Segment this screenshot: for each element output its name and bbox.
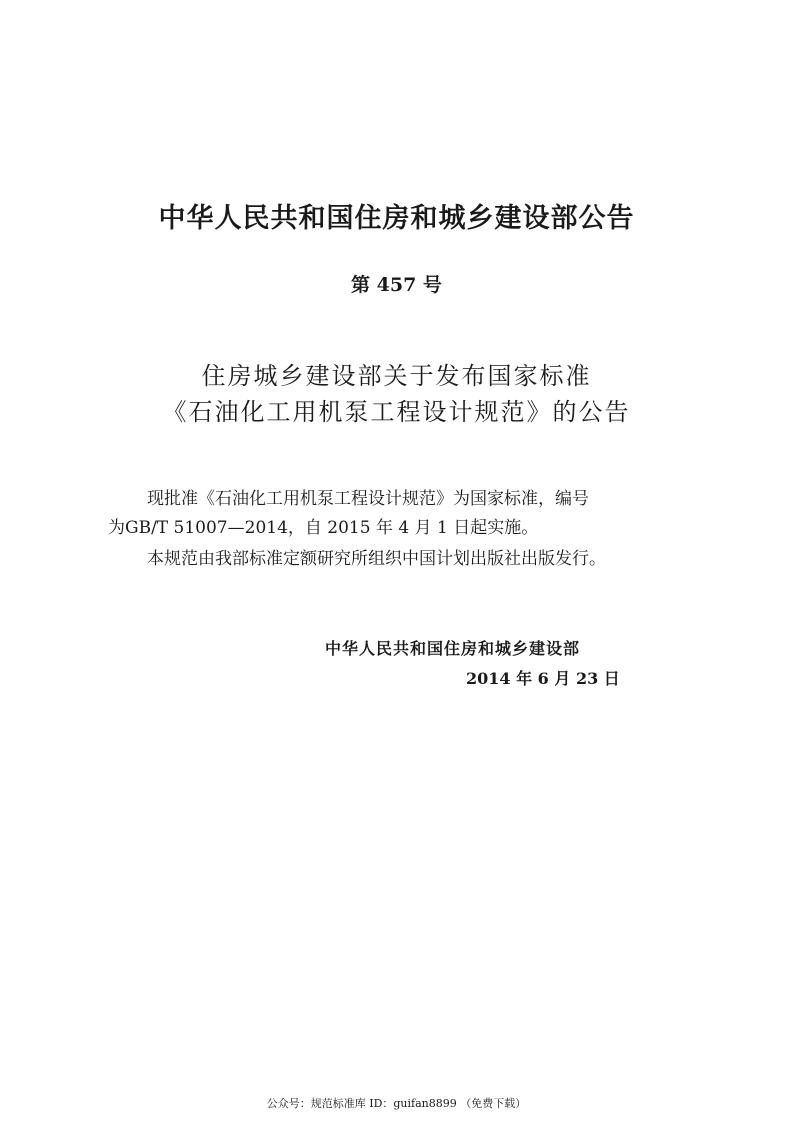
issuer-signature: 中华人民共和国住房和城乡建设部: [325, 639, 581, 658]
announcement-heading: 中华人民共和国住房和城乡建设部公告: [158, 203, 635, 234]
footer-watermark-text: 公众号：规范标准库 ID：guifan8899 （免费下载）: [266, 1097, 527, 1110]
notice-title-line2: 《石油化工用机泵工程设计规范》的公告: [162, 398, 631, 426]
notice-title-line1: 住房城乡建设部关于发布国家标准: [201, 362, 592, 390]
body-paragraph-1-line-1: 现批准《石油化工用机泵工程设计规范》为国家标准，编号: [147, 489, 589, 509]
announcement-number: 第 457 号: [351, 274, 442, 296]
body-paragraph-1-line-2: 为GB/T 51007—2014，自 2015 年 4 月 1 日起实施。: [108, 518, 539, 538]
issue-date: 2014 年 6 月 23 日: [466, 669, 620, 688]
body-paragraph-2: 本规范由我部标准定额研究所组织中国计划出版社出版发行。: [147, 549, 606, 569]
